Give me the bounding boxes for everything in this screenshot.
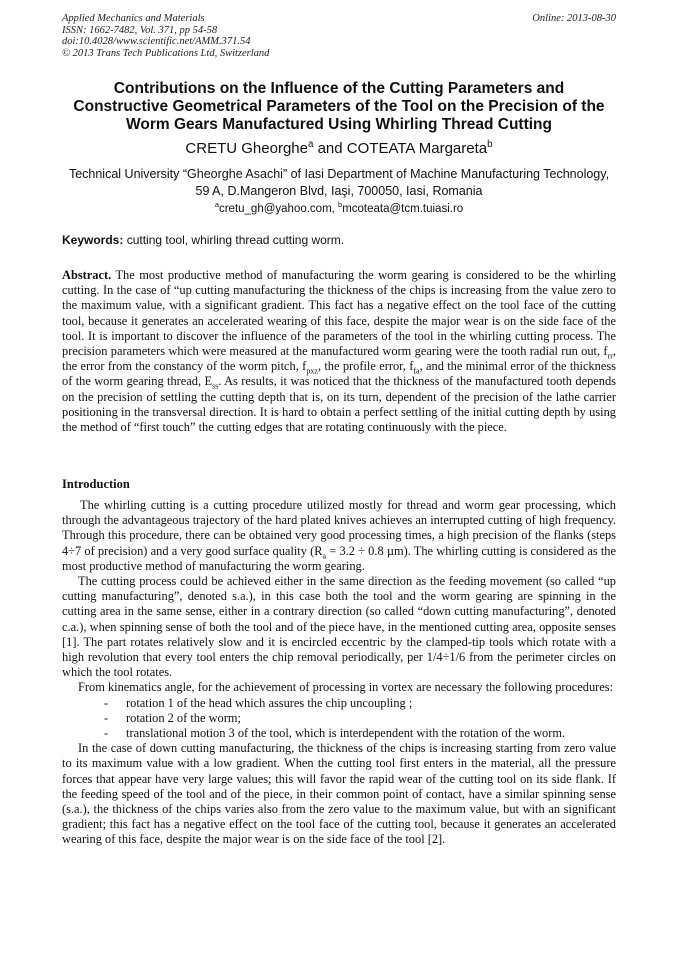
author-list xyxy=(40,140,638,158)
intro-p1-text-a: The whirling cutting is a cutting procedure utilized mostly for thread and worm gear processing, which through the advantageous trajectory of the hard plated knives achieves an interrupted cutting of high frequency. Through this procedure, there can be obtained very good processing times, a high precision of the flanks (steps 4÷7 of precision) and a very good surface quality (R xyxy=(62,498,616,558)
intro-paragraph-4: In the case of down cutting manufacturing, the thickness of the chips is increasing starting from zero value to its maximum value with a low gradient. When the cutting tool first enters in the material, all the pressure forces that appear have very large values; this will favor the rapid wear of the cutting tool on its side flank. If the feeding speed of the tool and of the piece, in their common point of contact, have a similar spinning sense (s.a.), the thickness of the chips varies also from the zero value to the maximum value, but with an significant gradient; this fact has a negative effect on the tool face of the cutting tool, because it generates an accelerated wearing of this face, despite the major wear is on the side face of the tool [2]. xyxy=(62,741,616,847)
author-2-affil-mark: b xyxy=(487,139,493,150)
abstract-sub-fa: fa xyxy=(413,366,420,376)
list-dash: - xyxy=(104,710,109,725)
email-a[interactable]: cretu_gh@yahoo.com, xyxy=(218,203,339,215)
author-1-affil-mark: a xyxy=(307,139,314,150)
online-date: Online: 2013-08-30 xyxy=(532,13,616,24)
list-item-text: rotation 2 of the worm; xyxy=(126,710,241,725)
procedure-list xyxy=(62,696,616,742)
list-item xyxy=(62,696,616,711)
title-line-3: Worm Gears Manufactured Using Whirling Thread Cutting xyxy=(126,116,552,133)
list-dash: - xyxy=(104,726,109,741)
list-item-text: translational motion 3 of the tool, which is interdependent with the rotation of the worm. xyxy=(126,726,566,741)
keywords-label: Keywords: xyxy=(62,233,124,247)
email-b[interactable]: mcoteata@tcm.tuiasi.ro xyxy=(342,203,464,215)
affiliation-line-1: Technical University “Gheorghe Asachi” of Iasi Department of Machine Manufacturing Technology, xyxy=(68,167,610,181)
section-heading-introduction: Introduction xyxy=(62,477,130,491)
affiliation xyxy=(40,166,638,200)
intro-p1-text-b: = 3.2 ÷ 0.8 µm). The whirling cutting is considered as the most productive method of manufacturing the worm gearing. xyxy=(62,543,616,573)
abstract-sub-pxz: pxz xyxy=(306,366,318,376)
intro-p1-sub-a: a xyxy=(322,551,327,561)
intro-paragraph-2: The cutting process could be achieved either in the same direction as the feeding movement (so called “up cutting manufacturing”, denoted s.a.), in this case both the tool and the worm gearing are spinning in the cutting area in the same sense, either in a contrary direction (so called “down cutting manufacturing”, denoted c.a.), when spinning sense of both the tool and of the piece have, in the mentioned cutting area, opposite senses [1]. The part rotates relatively slow and it is encircled eccentric by the clamped-tip tools which rotate with a high revolution that every tool enters the chip removal periodically, per 1/4÷1/6 from the perimeter circles on which the tool rotates. xyxy=(62,574,616,680)
author-2: COTEATA Margareta xyxy=(346,140,488,157)
paper-title xyxy=(40,80,638,134)
doi-link[interactable]: doi:10.4028/www.scientific.net/AMM.371.54 xyxy=(62,36,251,47)
email-b-mark: b xyxy=(338,200,343,210)
abstract-text-2: , the error from the constancy of the worm pitch, f xyxy=(62,344,616,374)
list-dash: - xyxy=(104,695,109,710)
issn-line: ISSN: 1662-7482, Vol. 371, pp 54-58 xyxy=(62,24,218,36)
title-line-2: Constructive Geometrical Parameters of the Tool on the Precision of the xyxy=(73,98,605,115)
abstract xyxy=(62,268,616,435)
list-item xyxy=(62,711,616,726)
abstract-sub-rr: rr xyxy=(607,351,613,361)
abstract-text-4: , and the minimal error of the thickness of the worm gearing thread, E xyxy=(62,359,616,389)
intro-paragraph-3: From kinematics angle, for the achievement of processing in vortex are necessary the following procedures: xyxy=(78,680,614,695)
list-item xyxy=(62,726,616,741)
journal-header xyxy=(62,13,616,59)
author-1: CRETU Gheorghe xyxy=(185,140,308,157)
title-line-1: Contributions on the Influence of the Cutting Parameters and xyxy=(113,80,565,97)
abstract-text-3: , the profile error, f xyxy=(317,359,414,374)
author-conjunction: and xyxy=(313,140,347,157)
introduction-body xyxy=(62,498,616,848)
list-item-text: rotation 1 of the head which assures the chip uncoupling ; xyxy=(126,695,413,710)
keywords xyxy=(62,232,616,248)
abstract-text-5: . As results, it was noticed that the thickness of the manufactured tooth depends on the precision of settling the cutting depth that is, on its turn, dependent of the precision of the lathe carrier positioning in the transversal direction. It is hard to obtain a perfect settling of the initial cutting depth by using the method of “first touch” the cutting edges that are rotating continuously with the piece. xyxy=(62,374,616,435)
intro-paragraph-1 xyxy=(62,498,616,574)
abstract-label: Abstract. xyxy=(62,268,112,282)
abstract-text-1: The most productive method of manufacturing the worm gearing is considered to be the whirling cutting. In the case of “up cutting manufacturing the thickness of the chips is increasing from the value zero to the maximum value, with a significant gradient. This fact has a negative effect on the tool face of the cutting tool, because it generates an accelerated wearing of this face, despite the major wear is on the side face of the tool. It is important to discover the influence of the parameters of the tool in the whirling cutting process. The precision parameters which were measured at the manufactured worm gearing were the tooth radial run out, f xyxy=(62,268,616,359)
journal-name: Applied Mechanics and Materials xyxy=(62,13,205,24)
author-emails xyxy=(40,201,638,217)
email-a-mark: a xyxy=(214,200,219,210)
copyright-line: © 2013 Trans Tech Publications Ltd, Switzerland xyxy=(62,47,270,59)
affiliation-line-2: 59 A, D.Mangeron Blvd, Iaşi, 700050, Iasi, Romania xyxy=(195,184,483,198)
abstract-sub-ss: ss xyxy=(212,381,219,391)
keywords-text: cutting tool, whirling thread cutting worm. xyxy=(123,233,345,247)
